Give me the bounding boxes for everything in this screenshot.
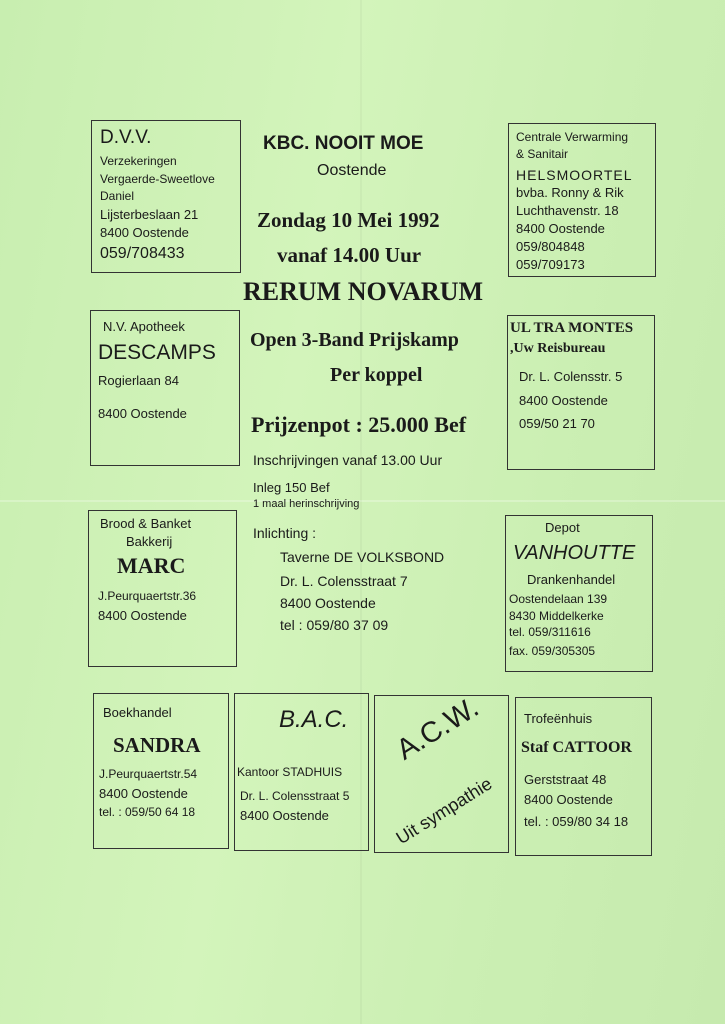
- ad-helsmoortel-phone: 059/804848: [516, 239, 585, 254]
- event-name: RERUM NOVARUM: [243, 277, 484, 306]
- ad-descamps-name: DESCAMPS: [98, 341, 216, 364]
- ad-descamps-city: 8400 Oostende: [98, 406, 187, 421]
- ad-descamps-line: N.V. Apotheek: [103, 319, 185, 334]
- event-time: vanaf 14.00 Uur: [277, 243, 422, 267]
- ad-helsmoortel-name: HELSMOORTEL: [516, 167, 633, 183]
- venue-street: Dr. L. Colensstraat 7: [280, 573, 408, 589]
- ad-ultramontes-street: Dr. L. Colensstr. 5: [519, 369, 623, 384]
- ad-vanhoutte-street: Oostendelaan 139: [509, 592, 608, 606]
- ad-ultramontes-tagline: ,Uw Reisbureau: [510, 341, 606, 356]
- competition-subtitle: Per koppel: [330, 364, 423, 386]
- ad-vanhoutte-fax: fax. 059/305305: [509, 644, 596, 658]
- ad-vanhoutte-line: Depot: [545, 520, 580, 535]
- prize-pot: Prijzenpot : 25.000 Bef: [251, 412, 467, 437]
- ad-acw-name: A.C.W.: [390, 691, 485, 767]
- ad-dvv-name: D.V.V.: [100, 127, 152, 148]
- ad-helsmoortel-city: 8400 Oostende: [516, 221, 605, 236]
- ad-marc-name: MARC: [117, 553, 186, 578]
- ad-bac-street: Dr. L. Colensstraat 5: [240, 789, 350, 803]
- ad-dvv-line: Verzekeringen: [100, 154, 177, 168]
- ad-ultramontes-phone: 059/50 21 70: [519, 416, 595, 431]
- ad-vanhoutte-city: 8430 Middelkerke: [509, 609, 604, 623]
- ad-marc-street: J.Peurquaertstr.36: [98, 589, 197, 603]
- ad-sandra-city: 8400 Oostende: [99, 786, 188, 801]
- ad-helsmoortel-phone: 059/709173: [516, 257, 585, 272]
- competition-title: Open 3-Band Prijskamp: [250, 329, 459, 351]
- ad-cattoor-line: Trofeënhuis: [524, 711, 593, 726]
- ad-helsmoortel-line: & Sanitair: [516, 147, 569, 161]
- ad-vanhoutte-line: Drankenhandel: [527, 572, 616, 587]
- ad-helsmoortel-owners: bvba. Ronny & Rik: [516, 185, 624, 200]
- ad-vanhoutte-name: VANHOUTTE: [513, 542, 636, 564]
- venue-city: 8400 Oostende: [280, 595, 376, 611]
- ad-cattoor-street: Gerststraat 48: [524, 772, 607, 787]
- ad-marc-city: 8400 Oostende: [98, 608, 187, 623]
- club-town: Oostende: [317, 162, 387, 179]
- ad-helsmoortel-line: Centrale Verwarming: [516, 130, 629, 144]
- ad-ultramontes-city: 8400 Oostende: [519, 393, 608, 408]
- ad-dvv-city: 8400 Oostende: [100, 225, 189, 240]
- ad-dvv-line: Daniel: [100, 189, 135, 203]
- ad-cattoor-phone: tel. : 059/80 34 18: [524, 814, 629, 829]
- ad-dvv-street: Lijsterbeslaan 21: [100, 207, 199, 222]
- ad-bac-name: B.A.C.: [279, 706, 349, 733]
- ad-cattoor-city: 8400 Oostende: [524, 792, 613, 807]
- ad-sandra-street: J.Peurquaertstr.54: [99, 767, 198, 781]
- ad-bac-line: Kantoor STADHUIS: [237, 765, 343, 779]
- ad-marc-line: Brood & Banket: [100, 516, 192, 531]
- info-label: Inlichting :: [253, 525, 317, 541]
- ad-marc-line: Bakkerij: [126, 534, 173, 549]
- entry-fee: Inleg 150 Bef: [253, 480, 330, 495]
- ad-helsmoortel-street: Luchthavenstr. 18: [516, 203, 619, 218]
- ad-dvv-line: Vergaerde-Sweetlove: [100, 172, 215, 186]
- ad-sandra-name: SANDRA: [113, 733, 201, 757]
- ad-dvv-phone: 059/708433: [100, 245, 185, 262]
- reentry-note: 1 maal herinschrijving: [253, 498, 360, 510]
- ad-sandra-line: Boekhandel: [103, 705, 172, 720]
- ad-bac-city: 8400 Oostende: [240, 808, 329, 823]
- event-date: Zondag 10 Mei 1992: [257, 208, 440, 232]
- ad-cattoor-name: Staf CATTOOR: [521, 739, 632, 756]
- venue-phone: tel : 059/80 37 09: [280, 617, 389, 633]
- club-title: KBC. NOOIT MOE: [263, 133, 424, 154]
- ad-sandra-phone: tel. : 059/50 64 18: [99, 805, 196, 819]
- ad-acw-tagline: Uit sympathie: [392, 773, 496, 849]
- registration-time: Inschrijvingen vanaf 13.00 Uur: [253, 452, 443, 468]
- venue-name: Taverne DE VOLKSBOND: [280, 549, 445, 565]
- ad-ultramontes-name: UL TRA MONTES: [510, 320, 634, 336]
- ad-vanhoutte-phone: tel. 059/311616: [509, 625, 591, 639]
- ad-descamps-street: Rogierlaan 84: [98, 373, 179, 388]
- paper-fold: [0, 500, 725, 502]
